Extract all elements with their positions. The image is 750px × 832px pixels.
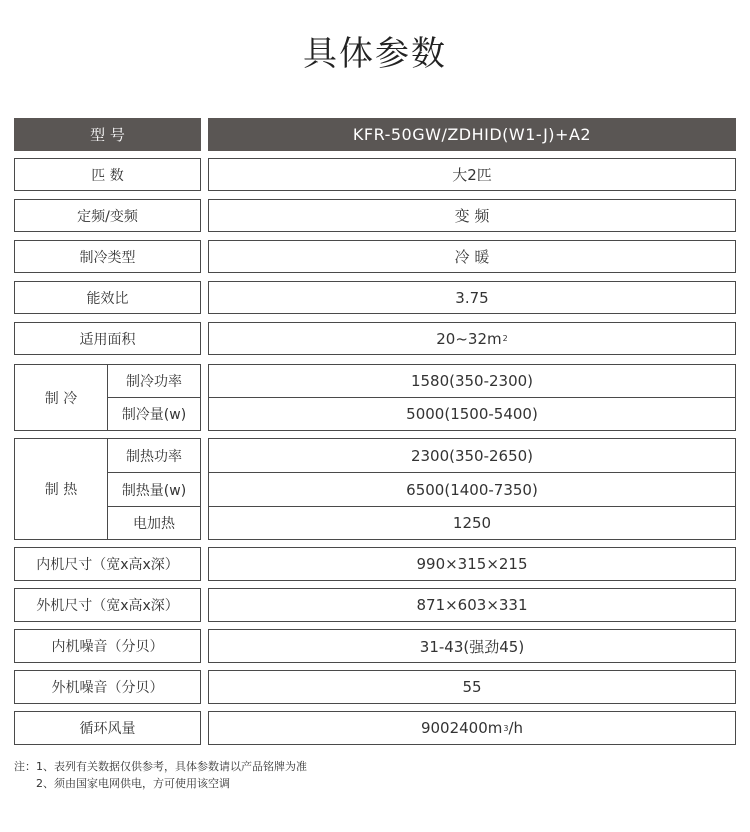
page-title: 具体参数 [303, 34, 447, 74]
airflow-label: 循环风量 [14, 711, 201, 745]
outdoor-size-label: 外机尺寸（宽x高x深） [14, 588, 201, 622]
airflow-unit-sup: 3 [503, 723, 509, 733]
cool-capacity-value: 5000(1500-5400) [208, 397, 736, 431]
electric-heat-label: 电加热 [107, 506, 201, 540]
heat-capacity-label: 制热量(w) [107, 472, 201, 507]
indoor-noise-value: 31-43(强劲45) [208, 629, 736, 663]
area-label: 适用面积 [14, 322, 201, 355]
outdoor-noise-value: 55 [208, 670, 736, 704]
type-label: 制冷类型 [14, 240, 201, 273]
note-1: 注：1、表列有关数据仅供参考，具体参数请以产品铭牌为准 [14, 760, 307, 773]
electric-heat-value: 1250 [208, 506, 736, 540]
indoor-size-label: 内机尺寸（宽x高x深） [14, 547, 201, 581]
heat-group-label: 制 热 [14, 438, 108, 540]
airflow-number: 9002400m [420, 719, 503, 737]
indoor-size-value: 990×315×215 [208, 547, 736, 581]
note-2: 2、须由国家电网供电，方可使用该空调 [36, 777, 230, 790]
freq-label: 定频/变频 [14, 199, 201, 232]
cool-capacity-label: 制冷量(w) [107, 397, 201, 431]
heat-capacity-value: 6500(1400-7350) [208, 472, 736, 507]
airflow-unit-suffix: /h [508, 719, 524, 737]
cool-power-label: 制冷功率 [107, 364, 201, 398]
pishu-value: 大2匹 [208, 158, 736, 191]
area-number: 20~32m [436, 329, 502, 348]
freq-value: 变 频 [208, 199, 736, 232]
cool-power-value: 1580(350-2300) [208, 364, 736, 398]
pishu-label: 匹 数 [14, 158, 201, 191]
indoor-noise-label: 内机噪音（分贝） [14, 629, 201, 663]
heat-power-label: 制热功率 [107, 438, 201, 473]
eff-label: 能效比 [14, 281, 201, 314]
area-unit-sup: 2 [502, 334, 508, 343]
header-label: 型 号 [14, 118, 201, 151]
footnotes [14, 758, 307, 792]
outdoor-noise-label: 外机噪音（分贝） [14, 670, 201, 704]
area-value [208, 322, 736, 355]
airflow-value [208, 711, 736, 745]
outdoor-size-value: 871×603×331 [208, 588, 736, 622]
type-value: 冷 暖 [208, 240, 736, 273]
cool-group-label: 制 冷 [14, 364, 108, 431]
eff-value: 3.75 [208, 281, 736, 314]
model-value: KFR-50GW/ZDHID(W1-J)+A2 [208, 118, 736, 151]
heat-power-value: 2300(350-2650) [208, 438, 736, 473]
